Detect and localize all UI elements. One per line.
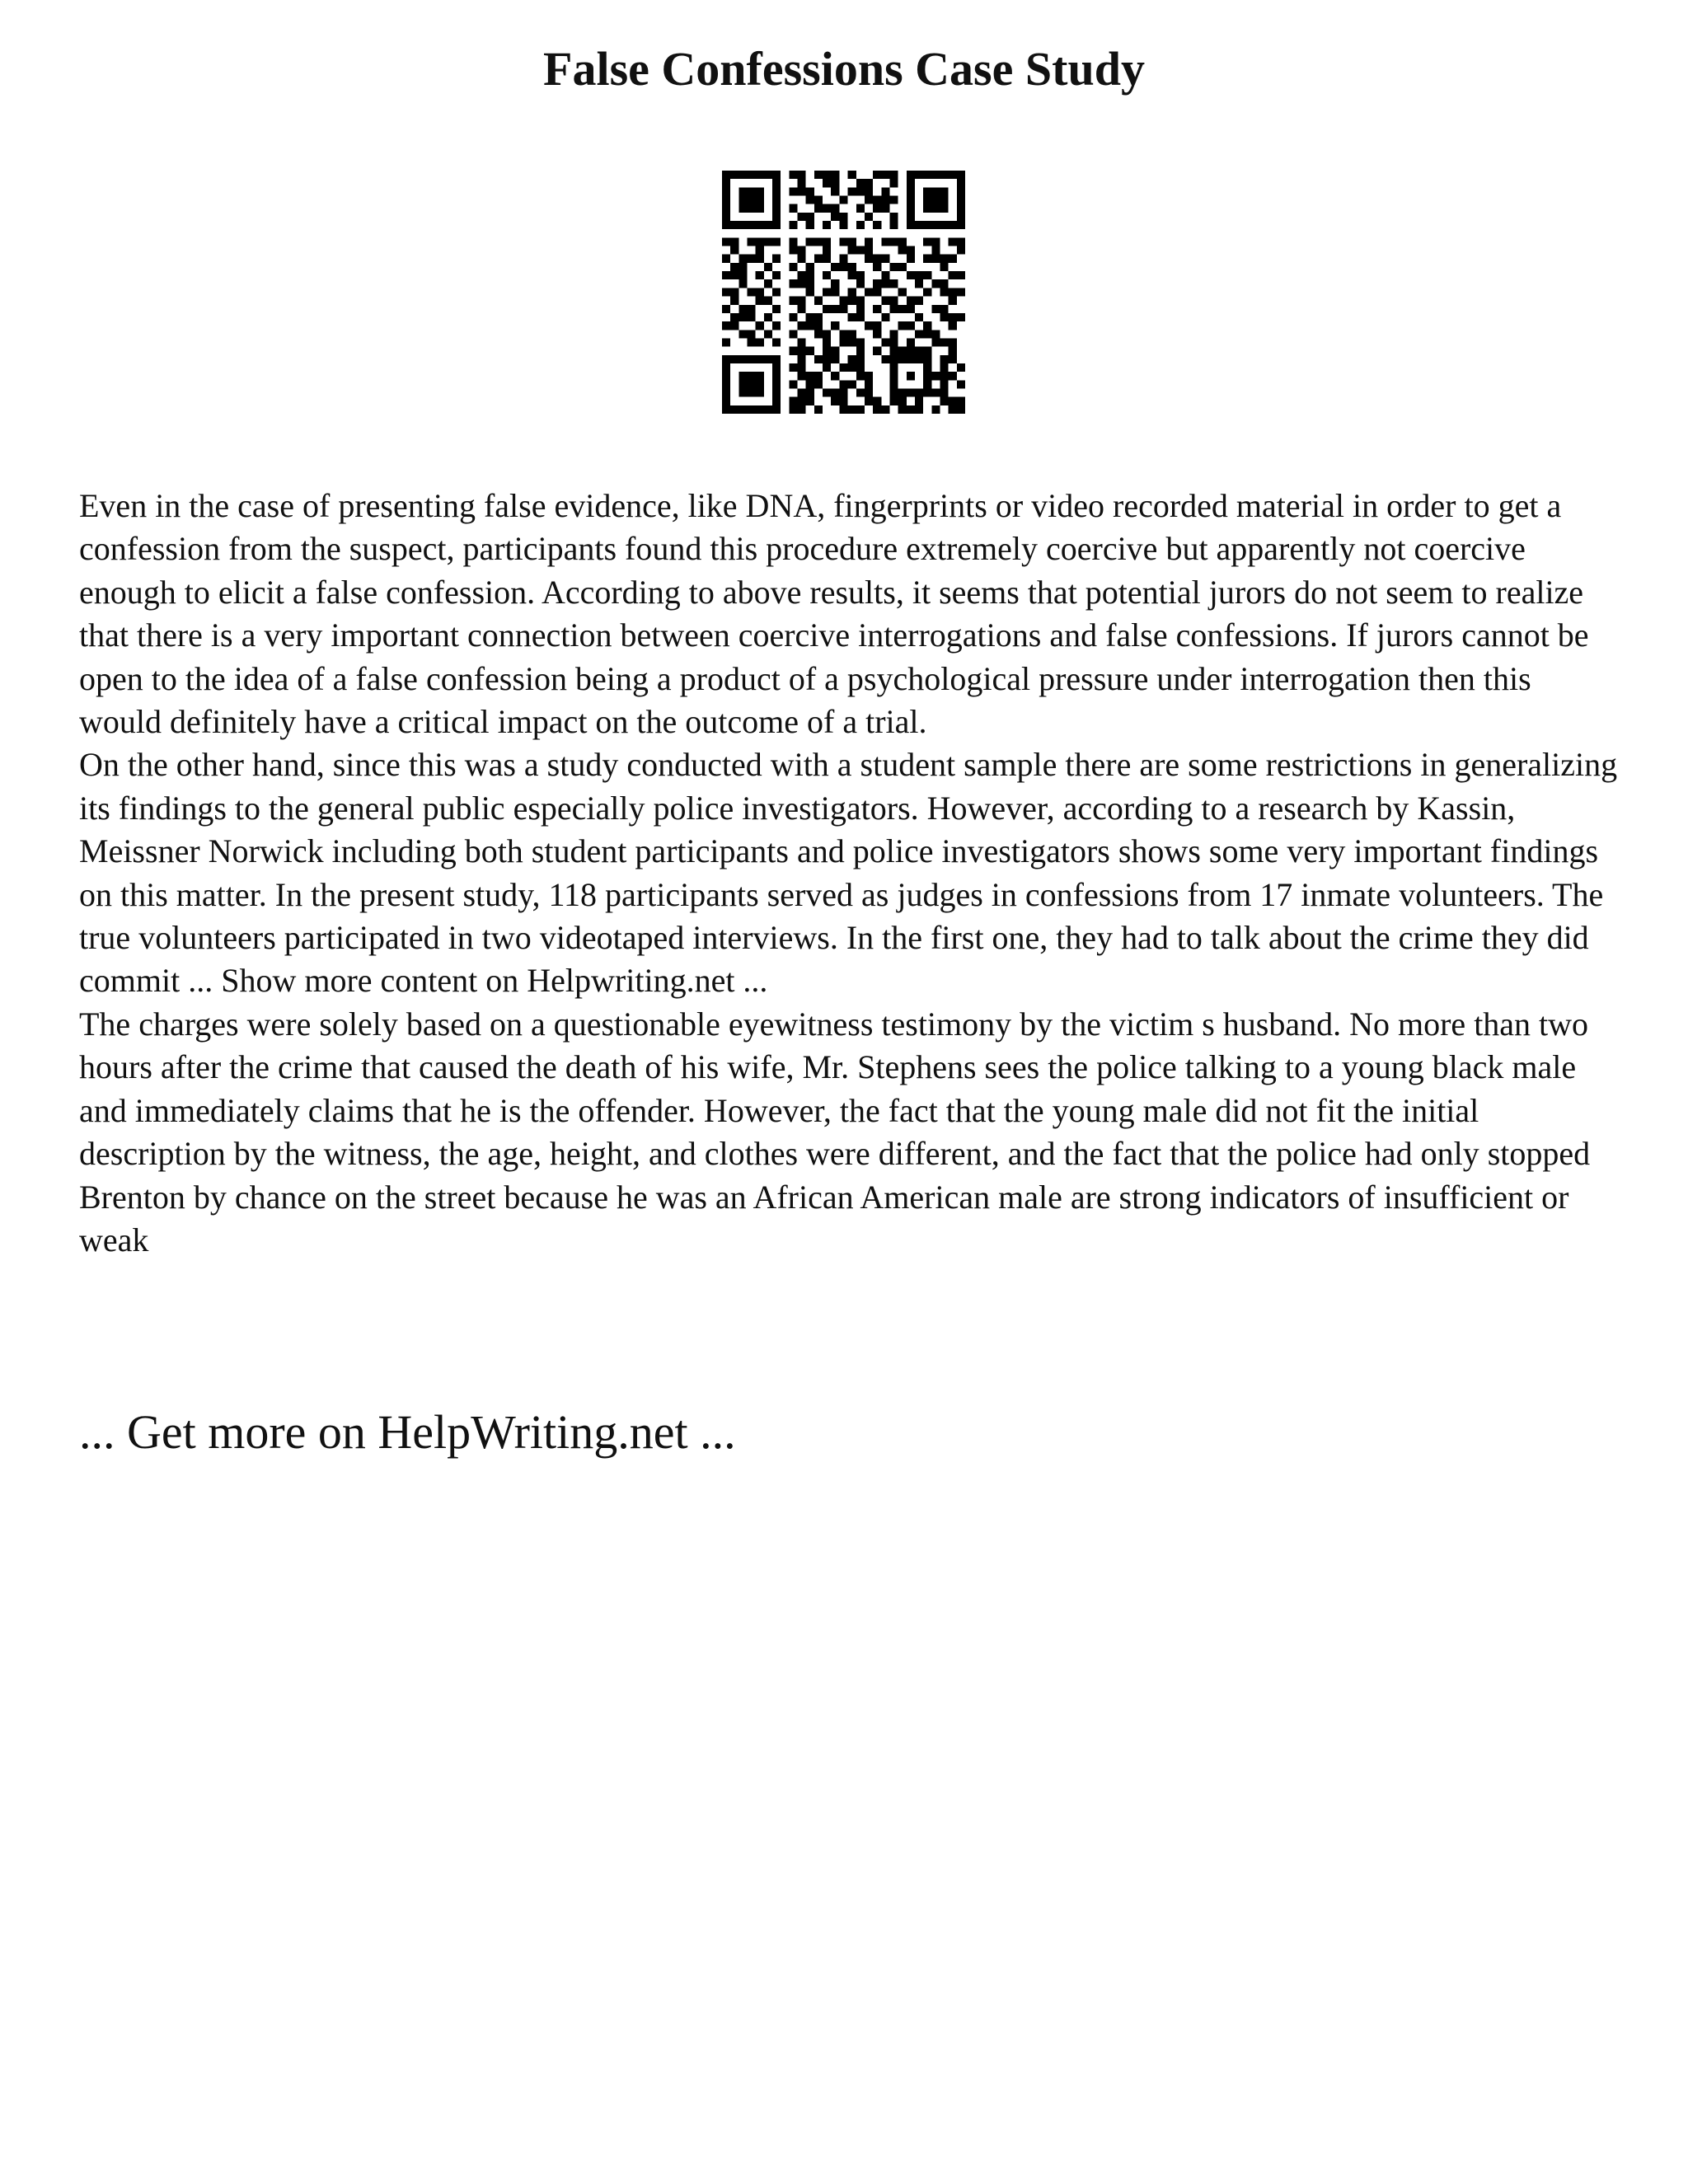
- qr-code-graphic: [722, 171, 965, 414]
- get-more-link[interactable]: ... Get more on HelpWriting.net ...: [79, 1405, 736, 1459]
- paragraph-3: The charges were solely based on a questionable eyewitness testimony by the victim s husband. No more than two hours after the crime that caused the death of his wife, Mr. Stephens sees the police talking to a young black male and immediately claims that he is the offender. However, the fact that the young male did not fit the initial description by the witness, the age, height, and clothes were different, and the fact that the police had only stopped Brenton by chance on the street because he was an African American male are strong indicators of insufficient or weak: [79, 1005, 1591, 1258]
- qr-code-icon: [722, 171, 965, 414]
- page-title: False Confessions Case Study: [543, 42, 1145, 96]
- paragraph-1: Even in the case of presenting false evidence, like DNA, fingerprints or video recorded material in order to get a confession from the suspect, participants found this procedure extremely coercive but apparently not coercive enough to elicit a false confession. According to above results, it seems that potential jurors do not seem to realize that there is a very important connection between coercive interrogations and false confessions. If jurors cannot be open to the idea of a false confession being a product of a psychological pressure under interrogation then this would definitely have a critical impact on the outcome of a trial.: [79, 487, 1589, 741]
- article-body: [79, 485, 1620, 1262]
- paragraph-2: On the other hand, since this was a study conducted with a student sample there are some restrictions in generalizing its findings to the general public especially police investigators. However, according to a research by Kassin, Meissner Norwick including both student participants and police investigators shows some very important findings on this matter. In the present study, 118 participants served as judges in confessions from 17 inmate volunteers. The true volunteers participated in two videotaped interviews. In the first one, they had to talk about the crime they did commit ... Show more content on Helpwriting.net ...: [79, 746, 1618, 1000]
